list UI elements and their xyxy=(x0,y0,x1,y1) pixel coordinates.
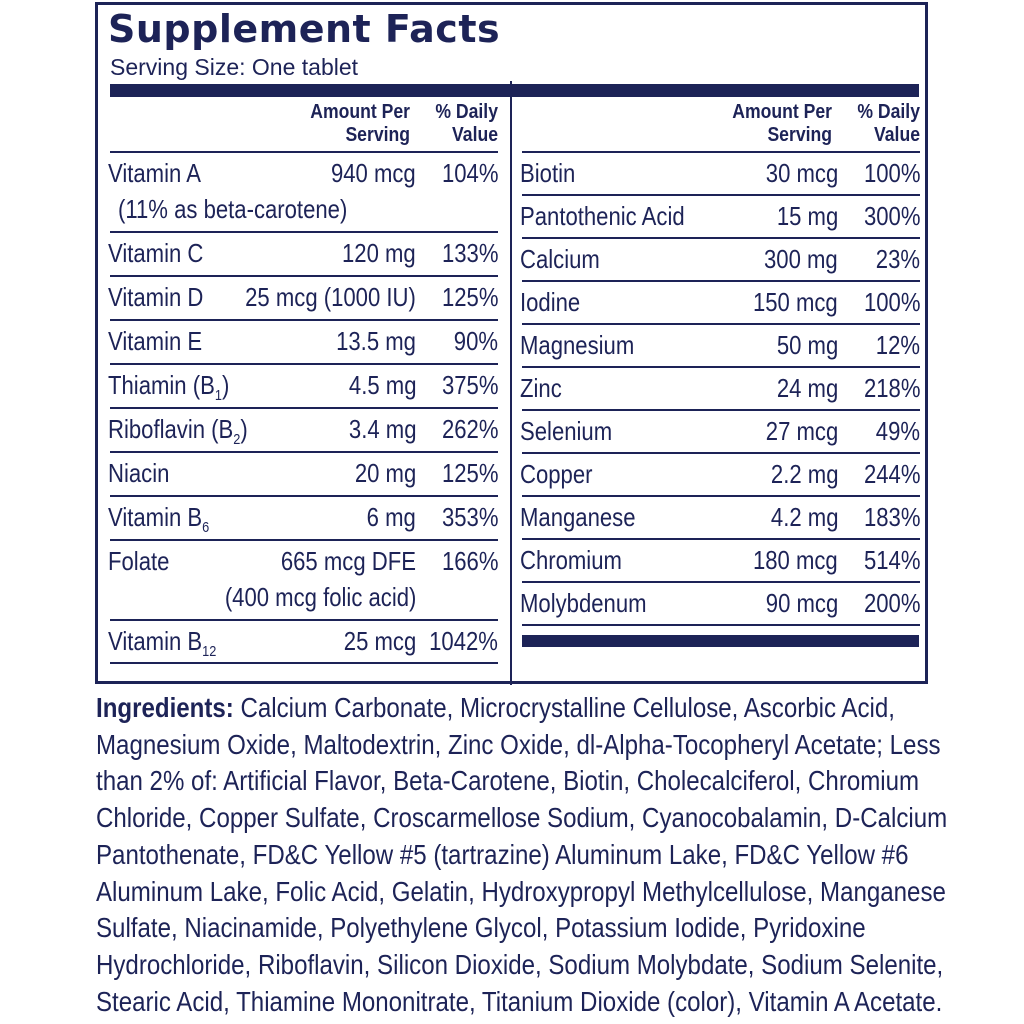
amount-per-serving: 30 mcg xyxy=(765,158,838,188)
amount-per-serving: 15 mg xyxy=(776,201,838,231)
amount-per-serving-header: Amount Per Serving xyxy=(310,101,410,146)
daily-value-percent: 100% xyxy=(863,158,920,188)
column-divider xyxy=(510,81,512,685)
left-nutrient-column xyxy=(110,97,498,664)
nutrient-name: Vitamin $B_6$ xyxy=(108,502,210,536)
nutrient-row xyxy=(110,541,498,621)
nutrient-name: Riboflavin $(B_2)$ xyxy=(108,414,248,448)
nutrient-name: Iodine xyxy=(520,287,581,317)
daily-value-percent: 375% xyxy=(441,370,498,400)
nutrient-row xyxy=(522,411,920,454)
amount-per-serving: 180 mcg xyxy=(753,545,838,575)
nutrient-name: Manganese xyxy=(520,502,636,532)
nutrient-name: Magnesium xyxy=(520,330,635,360)
amount-per-serving: 13.5 mg xyxy=(336,326,416,356)
nutrient-name: Vitamin C xyxy=(108,238,204,268)
ingredients-line xyxy=(96,690,895,727)
ingredients-line xyxy=(96,874,946,911)
right-nutrient-column xyxy=(522,97,920,626)
daily-value-percent: 244% xyxy=(863,459,920,489)
nutrient-name: Zinc xyxy=(520,373,562,403)
daily-value-percent: 218% xyxy=(863,373,920,403)
amount-per-serving: 25 mcg xyxy=(343,626,416,656)
daily-value-percent: 183% xyxy=(863,502,920,532)
amount-per-serving: 120 mg xyxy=(342,238,416,268)
nutrient-row xyxy=(522,540,920,583)
right-rows xyxy=(522,153,920,626)
ingredients-text: Calcium Carbonate, Microcrystalline Cellulose, Ascorbic Acid, xyxy=(240,692,895,723)
amount-per-serving: 2.2 mg xyxy=(770,459,838,489)
serving-size: Serving Size: One tablet xyxy=(110,54,359,80)
daily-value-percent: 125% xyxy=(441,458,498,488)
ingredients-text: Pantothenate, FD&C Yellow #5 (tartrazine) Aluminum Lake, FD&C Yellow #6 xyxy=(96,838,909,870)
amount-per-serving: 27 mcg xyxy=(765,416,838,446)
daily-value-percent: 300% xyxy=(863,201,920,231)
nutrient-row xyxy=(110,233,498,277)
amount-per-serving-header: Amount Per Serving xyxy=(732,101,832,146)
ingredients-line xyxy=(96,763,920,800)
nutrient-row xyxy=(522,239,920,282)
nutrient-row xyxy=(522,325,920,368)
nutrient-row xyxy=(522,282,920,325)
daily-value-percent: 23% xyxy=(875,244,920,274)
left-rows xyxy=(110,153,498,664)
amount-per-serving: 20 mg xyxy=(354,458,416,488)
daily-value-percent: 353% xyxy=(441,502,498,532)
daily-value-percent: 12% xyxy=(875,330,920,360)
daily-value-percent: 133% xyxy=(441,238,498,268)
daily-value-header: % Daily Value xyxy=(435,101,498,146)
amount-per-serving: 50 mg xyxy=(776,330,838,360)
nutrient-name: Molybdenum xyxy=(520,588,647,618)
daily-value-percent: 100% xyxy=(863,287,920,317)
nutrient-name: Thiamin $(B_1)$ xyxy=(108,370,230,404)
daily-value-percent: 49% xyxy=(875,416,920,446)
bottom-thick-rule xyxy=(522,635,919,647)
nutrient-name: Selenium xyxy=(520,416,613,446)
right-column-header xyxy=(522,97,920,153)
daily-value-percent: 166% xyxy=(441,546,498,576)
nutrient-row xyxy=(522,153,920,196)
nutrient-row xyxy=(522,454,920,497)
nutrient-name: Chromium xyxy=(520,545,622,575)
daily-value-percent: 104% xyxy=(441,158,498,188)
amount-per-serving: 940 mcg xyxy=(331,158,416,188)
ingredients-line xyxy=(96,800,948,837)
daily-value-header: % Daily Value xyxy=(857,101,920,146)
ingredients-text: Aluminum Lake, Folic Acid, Gelatin, Hydroxypropyl Methylcellulose, Manganese xyxy=(96,875,946,907)
panel-title: Supplement Facts xyxy=(108,7,501,51)
daily-value-percent: 90% xyxy=(453,326,498,356)
nutrient-name: Copper xyxy=(520,459,593,489)
supplement-facts-panel xyxy=(95,2,928,684)
nutrient-row xyxy=(110,153,498,233)
ingredients-line xyxy=(96,984,943,1021)
amount-per-serving: 90 mcg xyxy=(765,588,838,618)
daily-value-percent: 1042% xyxy=(429,626,498,656)
nutrient-name: Vitamin $B_{12}$ xyxy=(108,626,217,660)
nutrient-row xyxy=(110,409,498,453)
amount-per-serving: 3.4 mg xyxy=(348,414,416,444)
ingredients-label: Ingredients: xyxy=(96,692,234,723)
ingredients-text: Sulfate, Niacinamide, Polyethylene Glycol, Potassium Iodide, Pyridoxine xyxy=(96,912,866,944)
nutrient-row xyxy=(110,621,498,664)
ingredients-text: Magnesium Oxide, Maltodextrin, Zinc Oxide, dl-Alpha-Tocopheryl Acetate; Less xyxy=(96,728,941,760)
amount-per-serving: 665 mcg DFE xyxy=(280,546,416,576)
nutrient-row xyxy=(522,497,920,540)
nutrient-name: Vitamin A xyxy=(108,158,201,188)
amount-per-serving: 300 mg xyxy=(764,244,838,274)
daily-value-percent: 200% xyxy=(863,588,920,618)
amount-note: (400 mcg folic acid) xyxy=(224,582,416,612)
nutrient-name: Biotin xyxy=(520,158,576,188)
ingredients-line xyxy=(96,837,909,874)
nutrient-name: Calcium xyxy=(520,244,600,274)
daily-value-percent: 125% xyxy=(441,282,498,312)
top-thick-rule xyxy=(110,84,919,97)
ingredients-text: Hydrochloride, Riboflavin, Silicon Dioxide, Sodium Molybdate, Sodium Selenite, xyxy=(96,948,944,980)
nutrient-row xyxy=(110,321,498,365)
ingredients-line xyxy=(96,947,944,984)
daily-value-percent: 262% xyxy=(441,414,498,444)
amount-per-serving: 4.5 mg xyxy=(348,370,416,400)
nutrient-row xyxy=(110,497,498,541)
nutrient-row xyxy=(522,196,920,239)
nutrient-row xyxy=(110,365,498,409)
amount-per-serving: 6 mg xyxy=(366,502,416,532)
ingredients-text: than 2% of: Artificial Flavor, Beta-Carotene, Biotin, Cholecalciferol, Chromium xyxy=(96,765,920,797)
nutrient-row xyxy=(110,277,498,321)
nutrient-name: Niacin xyxy=(108,458,170,488)
nutrient-name: Vitamin D xyxy=(108,282,204,312)
amount-per-serving: 25 mcg (1000 IU) xyxy=(245,282,416,312)
ingredients-line xyxy=(96,910,866,947)
nutrient-row xyxy=(522,368,920,411)
nutrient-note: (11% as beta-carotene) xyxy=(118,194,348,224)
ingredients-text: Stearic Acid, Thiamine Mononitrate, Titanium Dioxide (color), Vitamin A Acetate. xyxy=(96,985,943,1017)
ingredients-text: Chloride, Copper Sulfate, Croscarmellose Sodium, Cyanocobalamin, D-Calcium xyxy=(96,802,948,834)
nutrient-name: Vitamin E xyxy=(108,326,203,356)
amount-per-serving: 4.2 mg xyxy=(770,502,838,532)
ingredients-line xyxy=(96,727,941,764)
amount-per-serving: 24 mg xyxy=(776,373,838,403)
nutrient-name: Pantothenic Acid xyxy=(520,201,685,231)
left-column-header xyxy=(110,97,498,153)
nutrient-row xyxy=(110,453,498,497)
ingredients-section xyxy=(96,690,956,1020)
amount-per-serving: 150 mcg xyxy=(753,287,838,317)
daily-value-percent: 514% xyxy=(863,545,920,575)
nutrient-name: Folate xyxy=(108,546,170,576)
nutrient-row xyxy=(522,583,920,626)
